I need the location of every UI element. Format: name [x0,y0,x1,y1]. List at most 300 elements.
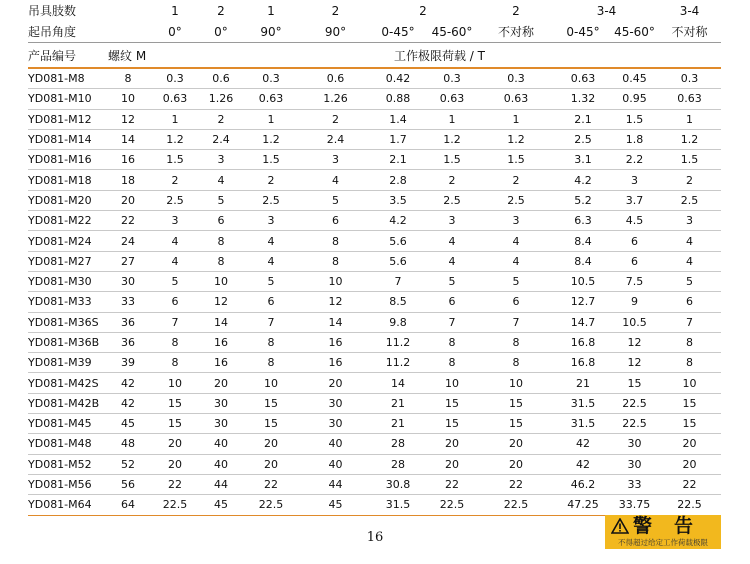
product-code-cell: YD081-M22 [28,214,92,228]
load-cell: 8 [267,356,275,370]
load-cell: 8 [171,336,179,349]
load-cell: 2 [171,173,179,187]
legs-cell: 1 [171,3,179,18]
thread-cell: 42 [121,376,135,390]
load-cell: 15 [445,417,459,431]
warning-label [605,515,721,549]
load-cell: 6 [267,295,275,309]
load-cell: 15 [264,396,278,410]
product-code-cell: YD081-M45 [28,417,92,431]
thread-cell: 10 [121,92,135,106]
load-cell: 20 [682,457,697,471]
load-cell: 2.5 [574,133,592,147]
load-cell: 4 [267,234,275,248]
warning-triangle-icon [611,518,629,534]
table-row [28,252,721,272]
load-cell: 15 [168,417,182,431]
load-cell: 9 [631,295,638,309]
load-cell: 16 [214,336,228,349]
load-cell: 3 [332,153,339,167]
angle-row [28,21,721,43]
load-cell: 15 [682,396,697,410]
load-cell: 8 [217,254,225,268]
load-cell: 20 [168,457,182,471]
load-cell: 8 [448,356,456,370]
load-cell: 0.6 [212,72,230,86]
table-row [28,394,721,414]
load-cell: 2.5 [262,193,280,207]
product-code-cell: YD081-M64 [28,498,92,512]
page-number: 16 [366,530,384,545]
load-cell: 2.4 [212,133,230,147]
load-cell: 3 [267,214,275,228]
load-cell: 22 [509,478,523,492]
thread-cell: 48 [121,437,135,451]
load-cell: 10.5 [622,315,647,329]
load-cell: 1.8 [625,133,644,147]
load-cell: 1.2 [443,133,461,147]
product-code-cell: YD081-M27 [28,254,92,268]
load-cell: 4 [332,173,339,187]
load-cell: 4 [448,254,456,268]
load-cell: 8 [512,356,520,370]
load-cell: 3 [631,173,638,187]
load-cell: 6 [171,295,179,309]
load-cell: 45 [214,498,228,512]
load-cell: 16 [328,336,343,349]
load-cell: 2.8 [389,173,407,187]
load-cell: 16 [214,356,228,370]
product-code-cell: YD081-M8 [28,72,85,86]
load-cell: 15 [509,417,523,431]
load-cell: 2 [448,173,456,187]
load-cell: 1.5 [443,153,461,167]
load-cell: 2.5 [166,193,184,207]
load-cell: 6 [631,254,638,268]
load-cell: 7 [686,315,693,329]
load-cell: 3 [686,214,693,228]
product-code-cell: YD081-M48 [28,437,92,451]
warning-subtitle: 不得超过给定工作荷载极限 [618,538,708,547]
load-cell: 20 [264,437,278,451]
load-cell: 30 [627,457,642,471]
load-cell: 28 [391,437,405,451]
load-cell: 4.5 [625,214,644,228]
load-cell: 1.2 [262,133,280,147]
angle-cell: 0° [168,24,182,39]
load-cell: 1 [171,112,179,126]
load-cell: 8 [448,336,456,349]
load-cell: 14.7 [570,315,596,329]
load-cell: 2.5 [443,193,461,207]
load-cell: 20 [168,437,182,451]
load-cell: 42 [576,437,590,451]
product-code-cell: YD081-M52 [28,457,92,471]
load-cell: 3.7 [625,193,644,207]
load-cell: 10 [509,376,523,390]
load-cell: 3.5 [389,193,407,207]
product-code-cell: YD081-M12 [28,112,92,126]
load-cell: 1 [512,112,520,126]
load-cell: 20 [445,457,459,471]
product-code-cell: YD081-M36S [28,315,99,329]
load-cell: 20 [328,376,343,390]
load-cell: 1 [686,112,693,126]
angle-label: 起吊角度 [28,25,77,39]
load-cell: 8 [512,336,520,349]
angle-cell: 90° [260,24,282,39]
product-code-cell: YD081-M18 [28,173,92,187]
load-cell: 40 [328,437,343,451]
load-cell: 31.5 [570,417,596,431]
load-cell: 22.5 [258,498,284,512]
load-cell: 0.63 [677,92,702,106]
load-cell: 0.63 [439,92,465,106]
load-cell: 42 [576,457,590,471]
table-row [28,150,721,170]
load-cell: 14 [214,315,228,329]
load-cell: 16.8 [570,336,596,349]
product-code-cell: YD081-M42B [28,396,100,410]
table-body [28,69,721,516]
product-code-cell: YD081-M42S [28,376,99,390]
load-cell: 12.7 [570,295,596,309]
load-cell: 15 [445,396,459,410]
load-cell: 4 [512,234,520,248]
load-cell: 2 [686,173,693,187]
load-cell: 16.8 [570,356,596,370]
load-cell: 30 [627,437,642,451]
load-cell: 4 [171,254,179,268]
load-cell: 1.7 [389,133,407,147]
table-row [28,353,721,373]
load-cell: 0.63 [258,92,284,106]
load-cell: 33 [627,478,642,492]
load-cell: 21 [391,417,405,431]
thread-cell: 30 [121,275,135,289]
product-code-cell: YD081-M14 [28,133,92,147]
load-cell: 3 [217,153,225,167]
load-cell: 30 [328,417,343,431]
load-cell: 8 [686,336,693,349]
load-cell: 3 [448,214,456,228]
load-cell: 8 [217,234,225,248]
load-cell: 40 [214,437,228,451]
load-cell: 14 [391,376,405,390]
thread-cell: 33 [121,295,135,309]
load-cell: 6.3 [574,214,592,228]
product-code-cell: YD081-M56 [28,478,92,492]
load-cell: 2.2 [625,153,644,167]
product-code-cell: YD081-M10 [28,92,92,106]
load-cell: 3 [171,214,179,228]
table-row [28,89,721,109]
legs-cell: 1 [267,3,275,18]
load-cell: 11.2 [385,356,411,370]
load-cell: 15 [264,417,278,431]
load-cell: 30 [214,417,228,431]
load-cell: 12 [214,295,228,309]
load-cell: 5.2 [574,193,592,207]
load-cell: 2.1 [389,153,407,167]
load-cell: 22.5 [162,498,188,512]
load-cell: 2 [512,173,520,187]
table-row [28,414,721,434]
load-cell: 10 [214,275,228,289]
thread-cell: 36 [121,336,135,349]
table-row [28,313,721,333]
load-cell: 22 [168,478,182,492]
load-cell: 46.2 [570,478,596,492]
load-cell: 11.2 [385,336,411,349]
load-cell: 0.42 [385,72,411,86]
load-cell: 0.88 [385,92,411,106]
load-cell: 0.3 [262,72,280,86]
product-code-cell: YD081-M33 [28,295,92,309]
load-cell: 4 [686,254,693,268]
load-cell: 40 [328,457,343,471]
table-row [28,110,721,130]
load-cell: 20 [214,376,228,390]
load-cell: 5 [686,275,693,289]
table-row [28,373,721,393]
load-cell: 1.4 [389,112,407,126]
load-cell: 0.95 [622,92,647,106]
thread-cell: 12 [121,112,135,126]
load-cell: 5 [332,193,339,207]
load-cell: 1.5 [166,153,184,167]
load-cell: 7 [512,315,520,329]
product-code-cell: YD081-M36B [28,336,100,349]
thread-cell: 8 [124,72,132,86]
load-cell: 2 [217,112,225,126]
load-cell: 22.5 [622,396,647,410]
load-cell: 30.8 [385,478,411,492]
table-row [28,211,721,231]
load-cell: 8 [171,356,179,370]
thread-cell: 22 [121,214,135,228]
load-cell: 10 [168,376,182,390]
load-cell: 20 [509,437,523,451]
load-cell: 33.75 [618,498,651,512]
legs-cell: 2 [331,3,340,18]
thread-cell: 14 [121,133,135,147]
legs-label: 吊具肢数 [28,4,77,18]
warning-title: 警告 [633,515,716,537]
thread-cell: 42 [121,396,135,410]
thread-cell: 56 [121,478,135,492]
load-cell: 1 [267,112,275,126]
thread-cell: 52 [121,457,135,471]
load-cell: 22.5 [439,498,465,512]
load-cell: 9.8 [389,315,407,329]
load-cell: 4 [267,254,275,268]
load-cell: 1.32 [570,92,596,106]
load-cell: 15 [682,417,697,431]
load-cell: 8 [332,234,339,248]
load-cell: 7 [267,315,275,329]
product-code-cell: YD081-M39 [28,356,92,370]
table-row [28,272,721,292]
load-cell: 21 [391,396,405,410]
load-cell: 2 [267,173,275,187]
load-cell: 0.6 [326,72,345,86]
legs-cell: 2 [419,3,427,18]
load-cell: 14 [328,315,343,329]
load-cell: 4 [217,173,225,187]
table-row [28,130,721,150]
load-cell: 22 [264,478,278,492]
load-cell: 8.4 [574,254,592,268]
product-code-cell: YD081-M30 [28,275,92,289]
table-row [28,191,721,211]
load-cell: 0.3 [507,72,525,86]
load-cell: 10.5 [570,275,596,289]
load-cell: 47.25 [567,498,599,512]
load-cell: 1.5 [625,112,644,126]
thread-cell: 16 [121,153,135,167]
angle-cell: 不对称 [497,25,534,39]
load-cell: 6 [686,295,693,309]
load-cell: 31.5 [570,396,596,410]
load-cell: 1.26 [208,92,234,106]
load-cell: 45 [328,498,343,512]
angle-cell: 0-45° [566,24,600,39]
load-cell: 1 [448,112,456,126]
load-cell: 7.5 [625,275,644,289]
load-cell: 10 [682,376,697,390]
load-cell: 8.4 [574,234,592,248]
angle-cell: 90° [324,24,347,39]
load-cell: 2.5 [680,193,699,207]
table-row [28,292,721,312]
load-cell: 12 [627,356,642,370]
load-cell: 6 [332,214,339,228]
load-cell: 2.4 [326,133,345,147]
load-cell: 1.2 [680,133,699,147]
load-cell: 31.5 [385,498,411,512]
load-cell: 6 [631,234,638,248]
load-cell: 10 [328,275,343,289]
load-cell: 22.5 [622,417,647,431]
table-row [28,434,721,454]
thread-cell: 24 [121,234,135,248]
table-row [28,231,721,251]
load-cell: 8 [332,254,339,268]
load-cell: 16 [328,356,343,370]
load-cell: 0.63 [503,92,529,106]
load-cell: 15 [509,396,523,410]
table-row [28,333,721,353]
load-cell: 0.3 [166,72,184,86]
load-cell: 4 [448,234,456,248]
legs-row [28,0,721,21]
load-cell: 2 [332,112,339,126]
load-cell: 0.3 [443,72,461,86]
product-code-cell: YD081-M16 [28,153,92,167]
load-cell: 22.5 [677,498,702,512]
table-row [28,69,721,89]
load-cell: 20 [509,457,523,471]
load-cell: 0.3 [680,72,699,86]
load-cell: 7 [394,275,402,289]
load-cell: 1.26 [323,92,348,106]
load-cell: 1.5 [262,153,280,167]
load-cell: 3.1 [574,153,592,167]
load-cell: 7 [448,315,456,329]
angle-cell: 45-60° [431,24,473,39]
load-cell: 6 [448,295,456,309]
load-cell: 8.5 [389,295,407,309]
table-row [28,495,721,515]
angle-cell: 0-45° [381,24,415,39]
load-cell: 22 [682,478,697,492]
load-cell: 5 [448,275,456,289]
legs-cell: 3-4 [679,3,700,18]
load-cell: 5 [512,275,520,289]
load-cell: 20 [264,457,278,471]
load-cell: 7 [171,315,179,329]
load-cell: 20 [445,437,459,451]
load-cell: 5 [171,275,179,289]
load-cell: 4 [512,254,520,268]
load-table [28,0,721,516]
load-cell: 1.5 [507,153,525,167]
working-load-limit-header: 工作极限荷载 / T [393,48,485,63]
table-row [28,170,721,190]
thread-cell: 45 [121,417,135,431]
load-cell: 44 [214,478,228,492]
load-cell: 4.2 [389,214,407,228]
column-header-row [28,43,721,69]
load-cell: 22 [445,478,459,492]
angle-cell: 0° [214,24,228,39]
load-cell: 21 [576,376,590,390]
load-cell: 15 [627,376,642,390]
load-cell: 5.6 [389,234,407,248]
load-cell: 4.2 [574,173,592,187]
load-cell: 1.5 [680,153,699,167]
load-cell: 30 [214,396,228,410]
thread-cell: 27 [121,254,135,268]
load-cell: 30 [328,396,343,410]
product-code-cell: YD081-M24 [28,234,92,248]
load-cell: 12 [328,295,343,309]
load-cell: 4 [686,234,693,248]
load-cell: 2.1 [574,112,592,126]
load-cell: 0.63 [162,92,188,106]
legs-cell: 3-4 [596,3,617,18]
load-cell: 12 [627,336,642,349]
thread-header: 螺纹 M [108,48,147,63]
load-cell: 0.63 [570,72,596,86]
load-cell: 22.5 [503,498,529,512]
load-cell: 28 [391,457,405,471]
thread-cell: 39 [121,356,135,370]
load-cell: 8 [267,336,275,349]
legs-cell: 2 [217,3,225,18]
load-cell: 4 [171,234,179,248]
load-cell: 6 [217,214,225,228]
load-cell: 20 [682,437,697,451]
table-row [28,475,721,495]
angle-cell: 45-60° [614,24,655,39]
load-cell: 5 [217,193,225,207]
legs-cell: 2 [512,3,520,18]
thread-cell: 36 [121,315,135,329]
load-cell: 1.2 [507,133,525,147]
load-cell: 10 [264,376,278,390]
